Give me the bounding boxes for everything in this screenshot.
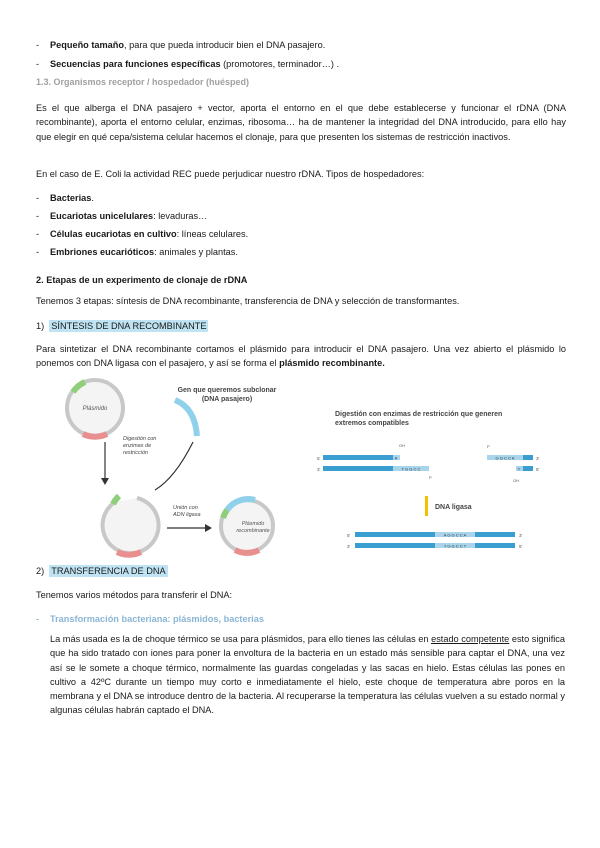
oh-label: OH [513,478,519,483]
strand [475,543,515,548]
paragraph-ecoli: En el caso de E. Coli la actividad REC puede perjudicar nuestro rDNA. Tipos de hospedadores: [36,169,425,179]
prime-5-label: 5' [519,544,523,549]
prime-3-label: 3' [536,456,540,461]
strand [355,532,435,537]
digest-label-3: restricción [123,450,149,456]
gene-label-2: (DNA pasajero) [201,396,253,403]
cloning-figure [55,378,555,566]
strand [323,455,393,460]
document-page: - Pequeño tamaño, para que pueda introducir bien el DNA pasajero. - Secuencias para funciones específicas (promotores, terminador…) . 1.3. Organismos receptor / hospedador (huésped) Es el que alberga el DNA pasajero + vector, aporta el entorno en el que debe establecerse y funcionar el rDNA (DNA recombinante), aporta el entorno celular, enzimas, ribosoma… ha de mantener la integridad del DNA introducido, para ello hay que elegir en qué cepa/sistema celular hacemos el clonaje, para que presenten los sistemas de restricción inactivos. En el caso de E. Coli la actividad REC puede perjudicar nuestro rDNA. Tipos de hospedadores: - Bacterias. - Eucariotas unicelulares: levaduras… - Células eucariotas en cultivo: líneas celulares. - Embriones eucarióticos: animales y plantas. 2. Etapas de un experimento de clonaje de rDNA Tenemos 3 etapas: síntesis de DNA recombinante, transferencia de DNA y selección de transformantes. 1) SÍNTESIS DE DNA RECOMBINANTE Para sintetizar el DNA recombinante cortamos el plásmido para introducir el DNA pasajero. Una vez abierto el plásmido lo ponemos con DNA ligasa con el pasajero, y así se forma el plásmido recombinante. Plásmido Gen que queremos subclonar (DNA pasajero) Digestión con enzimas de restricción Unión con ADN ligasa Plásmido recombinante Digestión con enzimas de restricción que generen extremos compatibles 5' 3' A T G G C C OH P P G G C C A T 3' 5' OH DNA ligasa 5' 3' A G G C C A T G G C C T 3' 5' 2) TRANSFERENCIA DE DNA Tenemos varios métodos para transferir el DNA: - Transformación bacteriana: plásmidos, bacterias La más usada es la de choque térmico se usa para plásmidos, para ello tienes las células en estado competente esto significa que ha sido tratado con iones para poner la envoltura de la bacteria en un estado más sensible para captar el DNA, una vez así se le somete a choque térmico, normalmente las guardas congeladas y las sacas en hielo. Estas células las pones en cultivo a 42ºC durante un tiempo muy corto e inmediatamente el hielo, este choque de temperatura abre poros en la membrana y el DNA se introduce dentro de la bacteria. Al recuperarse la temperatura las células vuelven a su estado normal y algunas células habrán captado el DNA. [0,0,600,848]
plasmid-diagram [67,380,123,437]
seq-a: A [394,455,398,461]
ligase-bar [425,496,428,516]
paragraph-heat-shock: La más usada es la de choque térmico se usa para plásmidos, para ello tienes las células en estado competente esto significa que ha sido tratado con iones para poner la envoltura de la bacteria en un estado más sensible para captar el DNA, una vez así se le somete a choque térmico, normalmente las guardas congeladas y las sacas en hielo. Estas células las pones en cultivo a 42ºC durante un tiempo muy corto e inmediatamente el hielo, este choque de temperatura abre poros en la membrana y el DNA se introduce dentro de la bacteria. Al recuperarse la temperatura las células vuelven a su estado normal y algunas células habrán captado el DNA. [50,634,565,716]
opened-plasmid [103,496,159,555]
strand [323,466,393,471]
paragraph-synthesis: Para sintetizar el DNA recombinante cortamos el plásmido para introducir el DNA pasajero. Una vez abierto el plásmido lo ponemos con DNA ligasa con el pasajero, y así se forma el plásmido recombinante. [36,344,566,369]
prime-3-label: 3' [347,544,351,549]
seq-top: A G G C C A [443,532,467,538]
step-1-heading: 1) SÍNTESIS DE DNA RECOMBINANTE [36,321,207,331]
union-label-2: ADN ligasa [173,512,201,518]
arrow-curve [155,442,193,490]
paragraph-methods: Tenemos varios métodos para transferir el DNA: [36,590,233,600]
plasmid-label: Plásmido [82,406,108,412]
prime-3-label: 3' [519,533,523,538]
recombinant-plasmid [221,499,273,553]
recomb-label-1: Plásmido [241,521,265,527]
arrow-right-head [205,524,212,532]
paragraph-stages: Tenemos 3 etapas: síntesis de DNA recombinante, transferencia de DNA y selección de transformantes. [36,296,460,306]
section-heading-2: 2. Etapas de un experimento de clonaje de rDNA [36,275,248,285]
p-label: P [487,444,490,449]
right-title-1: Digestión con enzimas de restricción que generen [335,411,503,418]
prime-5-label: 5' [317,456,321,461]
seq-t: T [517,466,521,472]
right-title-2: extremos compatibles [335,420,409,427]
strand [523,466,533,471]
digest-label-1: Digestión con [123,436,157,442]
recomb-label-2: recombinante [236,528,270,534]
digest-label-2: enzimas de [123,443,152,449]
arrow-down-head [101,478,109,485]
prime-3-label: 3' [317,467,321,472]
union-label-1: Unión con [173,505,198,511]
seq-ggcca: G G C C A [495,455,515,461]
prime-5-label: 5' [536,467,540,472]
strand [355,543,435,548]
strand [523,455,533,460]
section-heading-1-3: 1.3. Organismos receptor / hospedador (huésped) [36,77,250,87]
ligase-label: DNA ligasa [435,504,472,511]
gene-label-1: Gen que queremos subclonar [177,387,277,394]
oh-label: OH [399,443,405,448]
seq-bottom: T G G C C T [443,543,467,549]
seq-tggcc: T G G C C [401,466,421,472]
prime-5-label: 5' [347,533,351,538]
step-2-heading: 2) TRANSFERENCIA DE DNA [36,566,166,576]
strand [475,532,515,537]
passenger-dna-arc [175,400,197,436]
p-label: P [429,475,432,480]
paragraph-host-description: Es el que alberga el DNA pasajero + vector, aporta el entorno en el que debe establecerse y funcionar el rDNA (DNA recombinante), aporta el entorno celular, enzimas, ribosoma… ha de mantener la integridad del DNA introducido, para ello hay que elegir en qué cepa/sistema celular hacemos el clonaje, para que presenten los sistemas de restricción inactivos. [36,103,566,142]
